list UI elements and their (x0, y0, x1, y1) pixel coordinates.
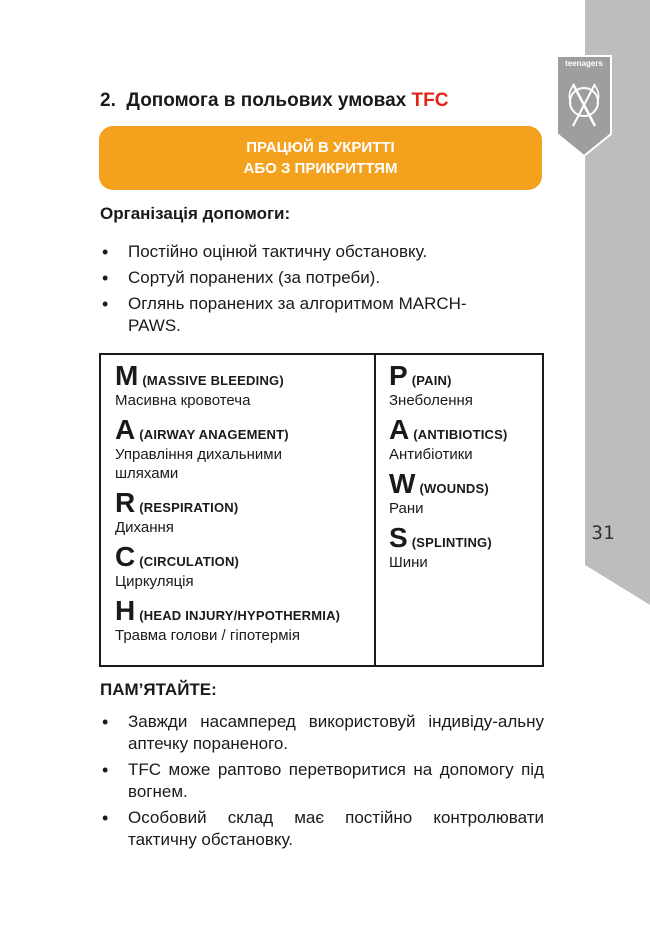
paws-letter: A (389, 414, 410, 445)
paws-term: (ANTIBIOTICS) (413, 427, 508, 442)
paws-term: (WOUNDS) (419, 481, 489, 496)
list-item: • Завжди насамперед використовуй індивіду-альну аптечку пораненого. (100, 711, 544, 755)
march-entry (115, 596, 371, 645)
march-term: (AIRWAY ANAGEMENT) (139, 427, 289, 442)
page-number: 31 (591, 522, 615, 544)
banner-line-1: ПРАЦЮЙ В УКРИТТІ (246, 139, 395, 156)
march-term: (HEAD INJURY/HYPOTHERMIA) (139, 608, 341, 623)
march-desc: Травма голови / гіпотермія (115, 627, 300, 644)
march-desc: Управління дихальними шляхами (115, 446, 282, 482)
march-entry (115, 415, 371, 483)
paws-desc: Рани (389, 500, 424, 517)
march-letter: M (115, 360, 139, 391)
badge-shield-icon (555, 54, 613, 158)
teenagers-badge (555, 54, 613, 158)
remember-heading: ПАМ’ЯТАЙТЕ: (100, 680, 217, 699)
list-item: • Оглянь поранених за алгоритмом MARCH-PAWS. (100, 293, 510, 337)
cover-banner (99, 126, 542, 190)
section-title (100, 90, 448, 112)
march-letter: R (115, 487, 136, 518)
march-entry (115, 542, 371, 591)
paws-desc: Шини (389, 554, 428, 571)
banner-line-2: АБО З ПРИКРИТТЯМ (243, 160, 398, 177)
paws-desc: Антибіотики (389, 446, 473, 463)
paws-column (389, 361, 539, 577)
paws-entry (389, 469, 539, 518)
march-letter: C (115, 541, 136, 572)
paws-term: (PAIN) (411, 373, 452, 388)
paws-letter: S (389, 522, 408, 553)
march-letter: A (115, 414, 136, 445)
organization-list (100, 241, 510, 341)
march-entry (115, 361, 371, 410)
section-title-accent: TFC (411, 90, 449, 111)
badge-label: teenagers (565, 59, 603, 68)
paws-letter: P (389, 360, 408, 391)
paws-entry (389, 415, 539, 464)
march-column (115, 361, 371, 650)
march-letter: H (115, 595, 136, 626)
march-desc: Дихання (115, 519, 174, 536)
list-item: • Сортуй поранених (за потреби). (100, 267, 510, 289)
paws-entry (389, 523, 539, 572)
paws-entry (389, 361, 539, 410)
march-desc: Циркуляція (115, 573, 194, 590)
march-desc: Масивна кровотеча (115, 392, 251, 409)
list-item: • Постійно оцінюй тактичну обстановку. (100, 241, 510, 263)
march-term: (CIRCULATION) (139, 554, 240, 569)
march-entry (115, 488, 371, 537)
section-title-text: Допомога в польових умовах (126, 90, 407, 111)
organization-heading: Організація допомоги: (100, 204, 291, 223)
paws-letter: W (389, 468, 416, 499)
list-item: • TFC може раптово перетворитися на допомогу під вогнем. (100, 759, 544, 803)
table-divider (374, 355, 376, 665)
march-term: (MASSIVE BLEEDING) (142, 373, 284, 388)
paws-desc: Знеболення (389, 392, 473, 409)
march-paws-table (99, 353, 544, 667)
paws-term: (SPLINTING) (411, 535, 492, 550)
list-item: • Особовий склад має постійно контролювати тактичну обстановку. (100, 807, 544, 851)
march-term: (RESPIRATION) (139, 500, 239, 515)
section-number: 2. (100, 90, 116, 111)
remember-list (100, 711, 544, 855)
